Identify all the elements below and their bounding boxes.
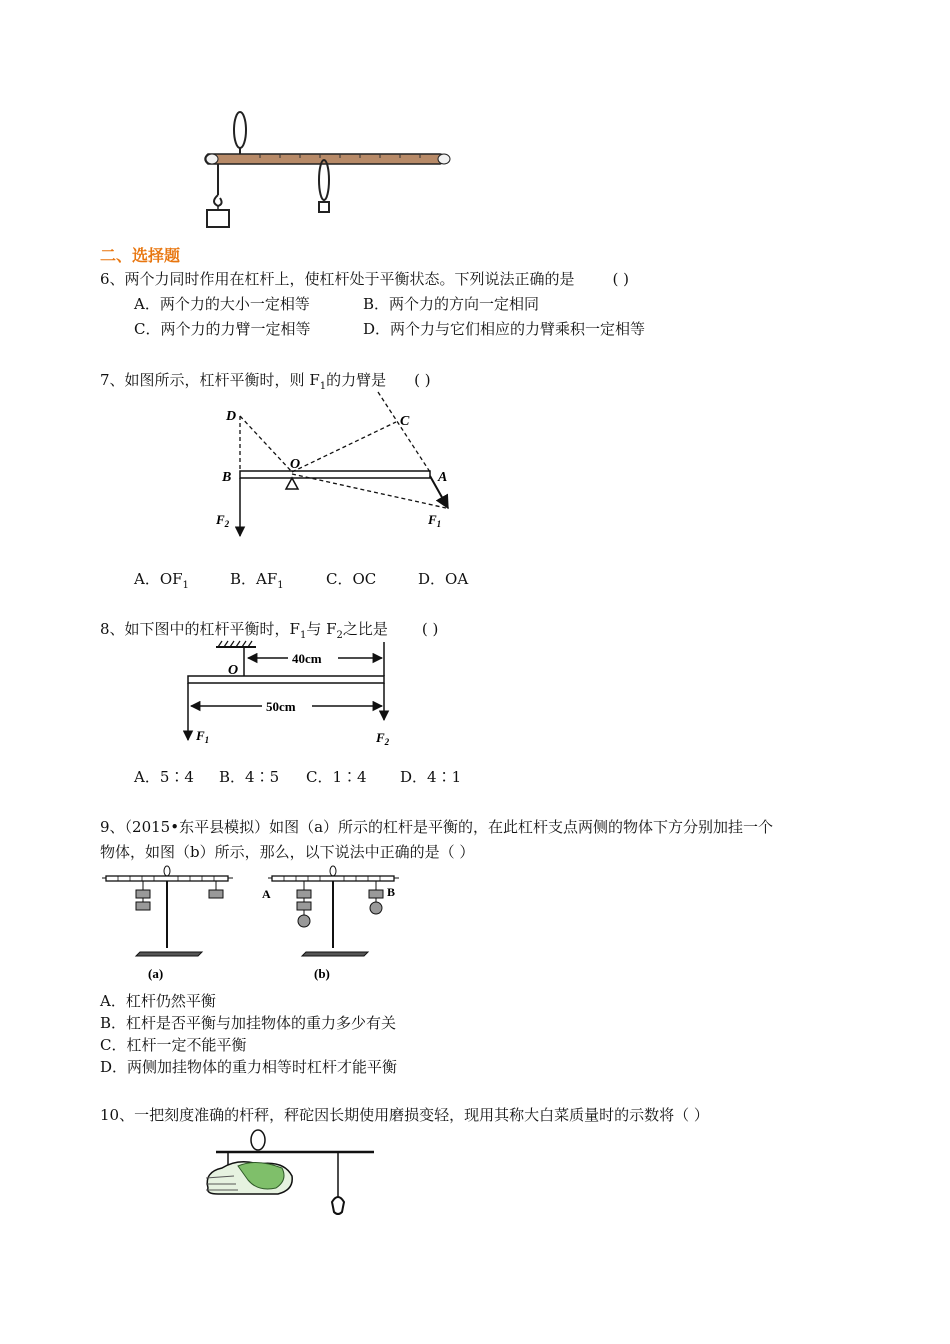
q8-dim-40: 40cm [292, 651, 322, 666]
q9-stem-line2: 物体，如图（b）所示，那么，以下说法中正确的是（ ） [100, 843, 475, 861]
q7-label-b: B [222, 470, 232, 485]
q8-option-c[interactable]: C．1∶4 [306, 768, 367, 786]
q7-option-d[interactable]: D．OA [418, 570, 469, 588]
q8-lever-diagram [180, 640, 400, 750]
q8-label-o: O [228, 663, 239, 678]
q8-dim-50: 50cm [266, 699, 296, 714]
balance-b [262, 866, 399, 981]
section-title: 二、选择题 [100, 246, 181, 265]
q8-option-d[interactable]: D．4∶1 [400, 768, 462, 786]
q8-option-a[interactable]: A．5∶4 [134, 768, 194, 786]
label-a: (a) [148, 966, 164, 981]
q7-stem: 7、如图所示，杠杆平衡时，则 $F_1$的力臂是 ( ) [100, 371, 431, 392]
label-b-a: A [262, 887, 271, 901]
q10-stem: 10、一把刻度准确的杆秤，秤砣因长期使用磨损变轻，现用其称大白菜质量时的示数将（ ） [100, 1106, 709, 1124]
q7-option-c[interactable]: C．OC [326, 570, 377, 588]
label-b: (b) [314, 966, 330, 981]
q7-label-d: D [226, 409, 237, 424]
q7-label-o: O [290, 457, 301, 472]
q6-stem: 6、两个力同时作用在杠杆上，使杠杆处于平衡状态。下列说法正确的是 ( ) [100, 270, 630, 288]
q8-stem: 8、如下图中的杠杆平衡时，$F_1$与 $F_2$之比是 ( ) [100, 620, 439, 641]
q9-stem-line1: 9、（2015•东平县模拟）如图（a）所示的杠杆是平衡的，在此杠杆支点两侧的物体下方分别加挂一个 [100, 818, 774, 836]
q7-option-a[interactable]: A．$OF_1$ [134, 570, 189, 591]
q9-balance-diagrams [100, 866, 410, 986]
q8-label-f1: $F_1$ [196, 728, 210, 745]
q8-option-b[interactable]: B．4∶5 [219, 768, 280, 786]
q7-label-c: C [400, 414, 410, 429]
q7-label-f1: $F_1$ [428, 512, 442, 529]
q7-lever-diagram [210, 392, 460, 542]
label-b-b: B [387, 885, 396, 899]
q8-label-f2: $F_2$ [376, 730, 390, 747]
q7-option-b[interactable]: B．$AF_1$ [230, 570, 284, 591]
q9-option-d[interactable]: D．两侧加挂物体的重力相等时杠杆才能平衡 [100, 1058, 398, 1076]
q6-option-b[interactable]: B．两个力的方向一定相同 [363, 295, 540, 313]
q7-label-f2: $F_2$ [216, 512, 230, 529]
q6-option-d[interactable]: D．两个力与它们相应的力臂乘积一定相等 [363, 320, 646, 338]
steelyard-figure [200, 110, 460, 235]
q9-option-a[interactable]: A．杠杆仍然平衡 [100, 992, 216, 1010]
balance-a [102, 866, 233, 981]
q9-option-b[interactable]: B．杠杆是否平衡与加挂物体的重力多少有关 [100, 1014, 397, 1032]
q6-option-a[interactable]: A．两个力的大小一定相等 [134, 295, 310, 313]
q7-label-a: A [438, 470, 448, 485]
q10-steelyard-cabbage [198, 1128, 383, 1223]
q6-option-c[interactable]: C．两个力的力臂一定相等 [134, 320, 311, 338]
q9-option-c[interactable]: C．杠杆一定不能平衡 [100, 1036, 247, 1054]
